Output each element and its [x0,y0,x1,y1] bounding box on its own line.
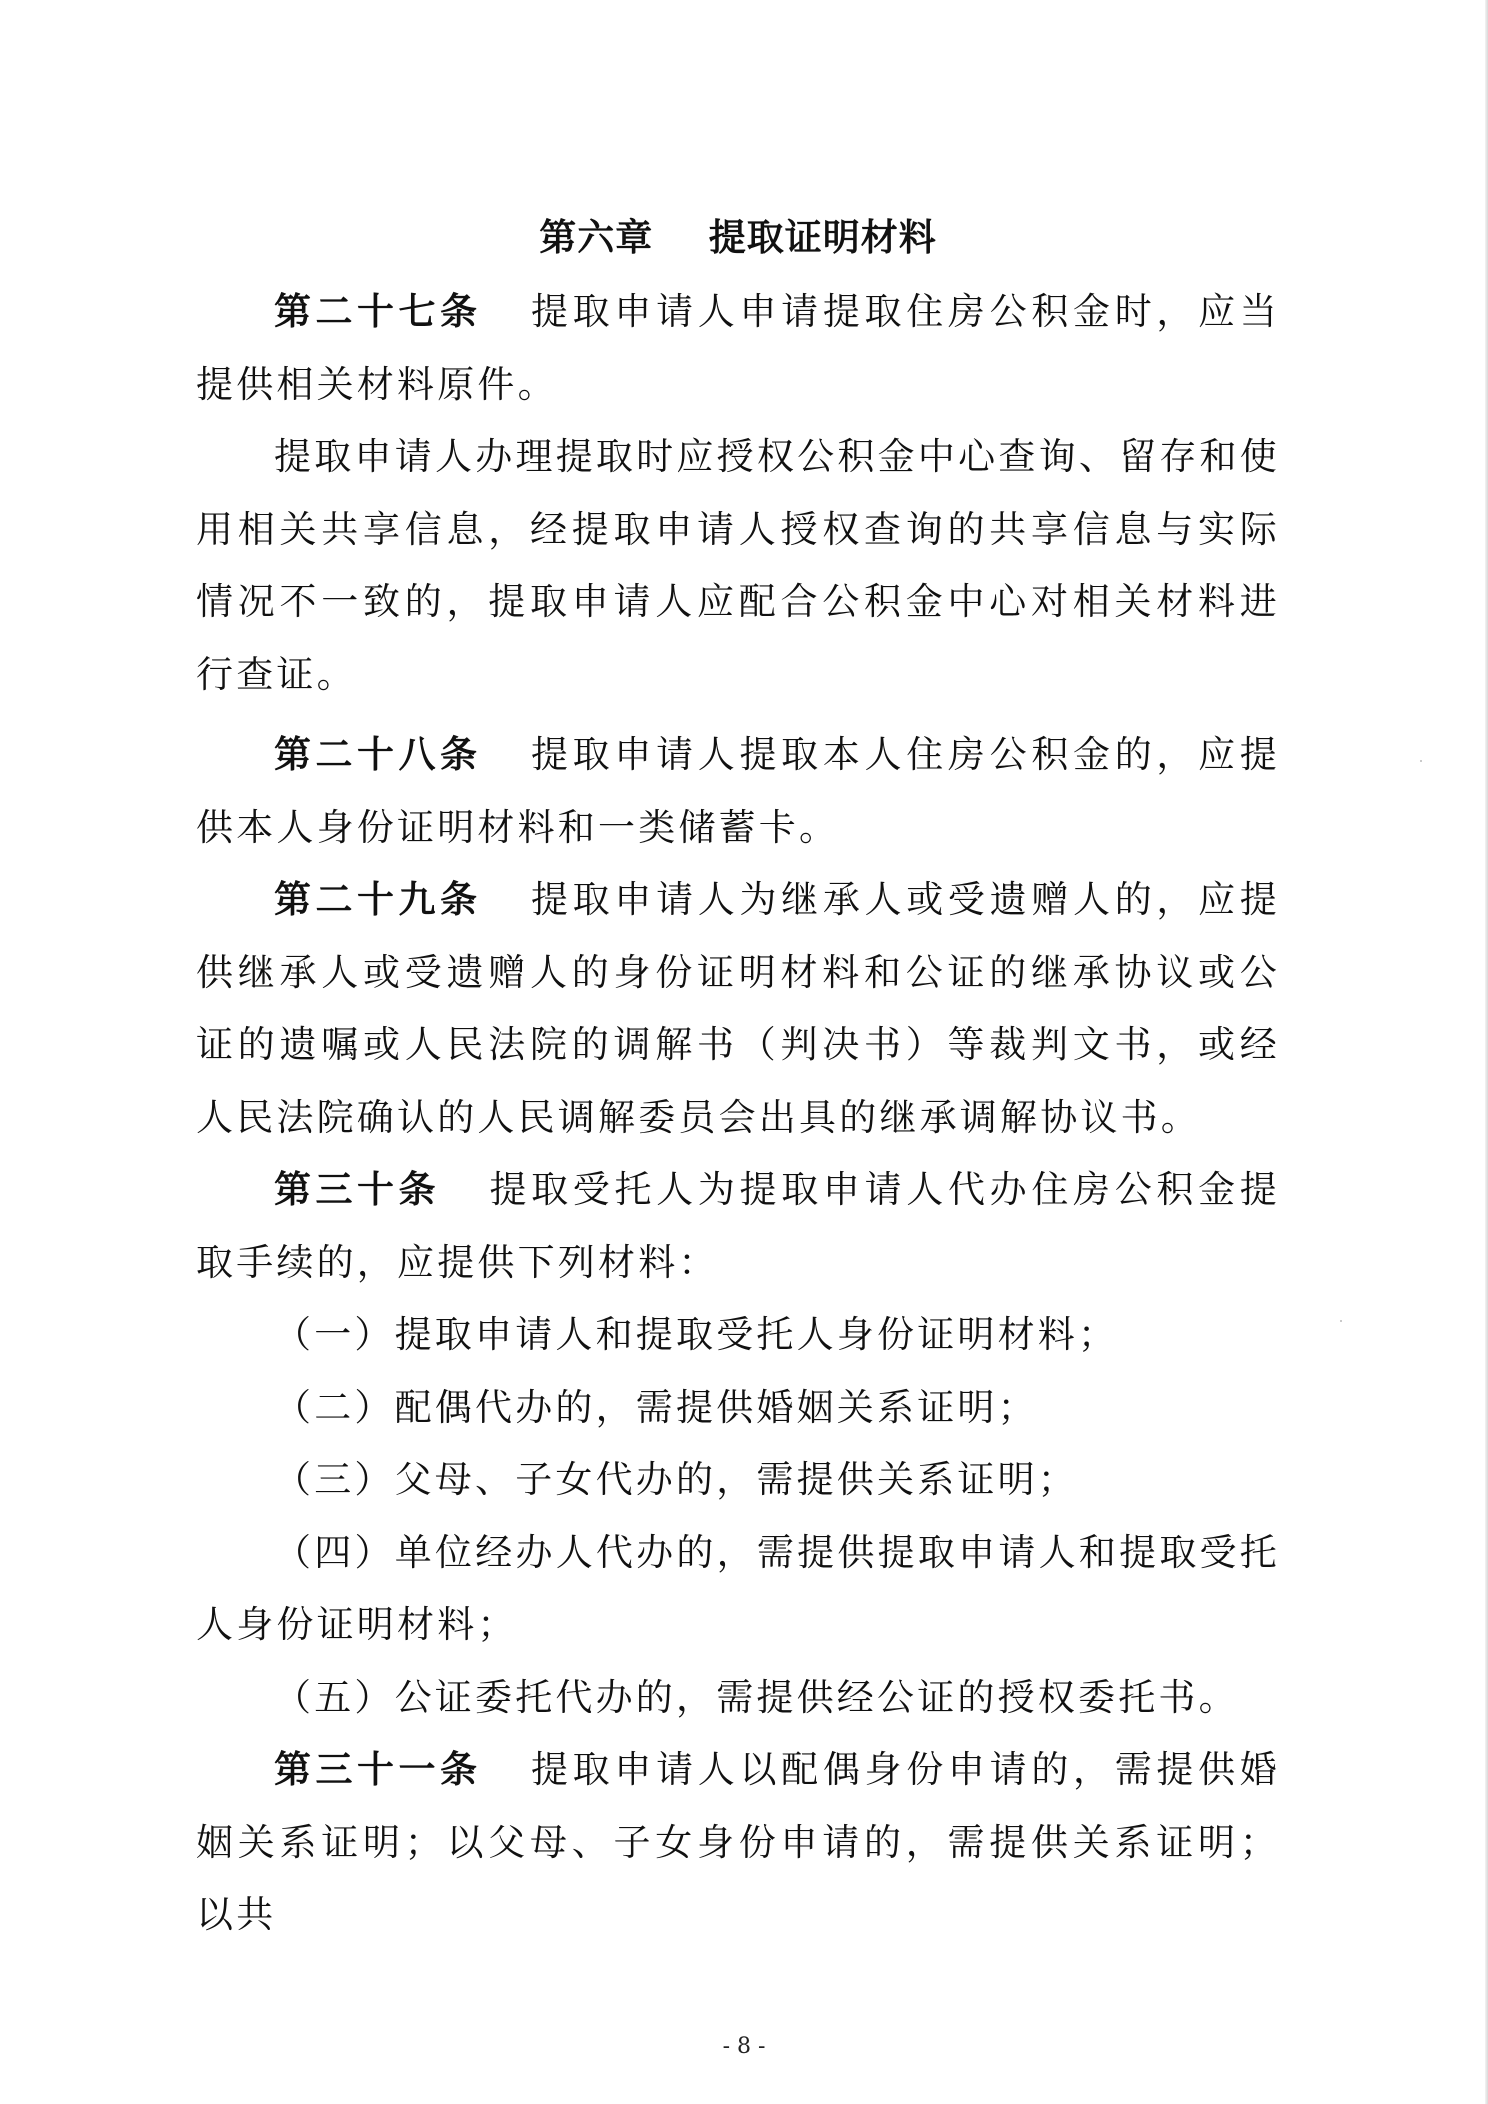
list-item-1 [196,1299,1280,1372]
article-27-paragraph-2 [196,421,1280,711]
article-28 [196,719,1280,864]
article-text: 提取受托人为提取申请人代办住房公积金提取手续的，应提供下列材料： [196,1168,1280,1284]
paragraph-text: 提取申请人办理提取时应授权公积金中心查询、留存和使用相关共享信息，经提取申请人授权查询的共享信息与实际情况不一致的，提取申请人应配合公积金中心对相关材料进行查证。 [196,435,1280,696]
list-item-text: （三）父母、子女代办的，需提供关系证明； [274,1458,1078,1501]
list-item-4 [196,1517,1280,1662]
list-item-3 [196,1444,1280,1517]
article-29 [196,864,1280,1154]
article-text: 提取申请人为继承人或受遗赠人的，应提供继承人或受遗赠人的身份证明材料和公证的继承协议或公证的遗嘱或人民法院的调解书（判决书）等裁判文书，或经人民法院确认的人民调解委员会出具的继承调解协议书。 [196,878,1280,1139]
scan-speck [1420,760,1422,762]
scan-speck [1340,1320,1342,1322]
article-text: 提取申请人提取本人住房公积金的，应提供本人身份证明材料和一类储蓄卡。 [196,733,1280,849]
article-30 [196,1154,1280,1299]
list-item-text: （四）单位经办人代办的，需提供提取申请人和提取受托人身份证明材料； [196,1530,1280,1646]
page-content [196,200,1280,1952]
list-item-text: （五）公证委托代办的，需提供经公证的授权委托书。 [274,1675,1239,1719]
list-item-5 [196,1662,1280,1735]
article-text: 提取申请人以配偶身份申请的，需提供婚姻关系证明；以父母、子女身份申请的，需提供关系证明；以共 [196,1748,1280,1936]
list-item-2 [196,1372,1280,1445]
article-27 [196,276,1280,421]
article-number: 第三十一条 [274,1748,482,1791]
article-number: 第三十条 [274,1168,440,1211]
article-number: 第二十七条 [274,290,482,333]
article-text: 提取申请人申请提取住房公积金时，应当提供相关材料原件。 [196,290,1280,406]
list-item-text: （一）提取申请人和提取受托人身份证明材料； [274,1313,1119,1356]
page-number: - 8 - [722,2034,766,2059]
article-31 [196,1734,1280,1952]
chapter-title: 第六章 提取证明材料 [539,216,937,259]
article-number: 第二十九条 [274,878,482,921]
list-item-text: （二）配偶代办的，需提供婚姻关系证明； [274,1385,1038,1429]
article-number: 第二十八条 [274,733,482,776]
